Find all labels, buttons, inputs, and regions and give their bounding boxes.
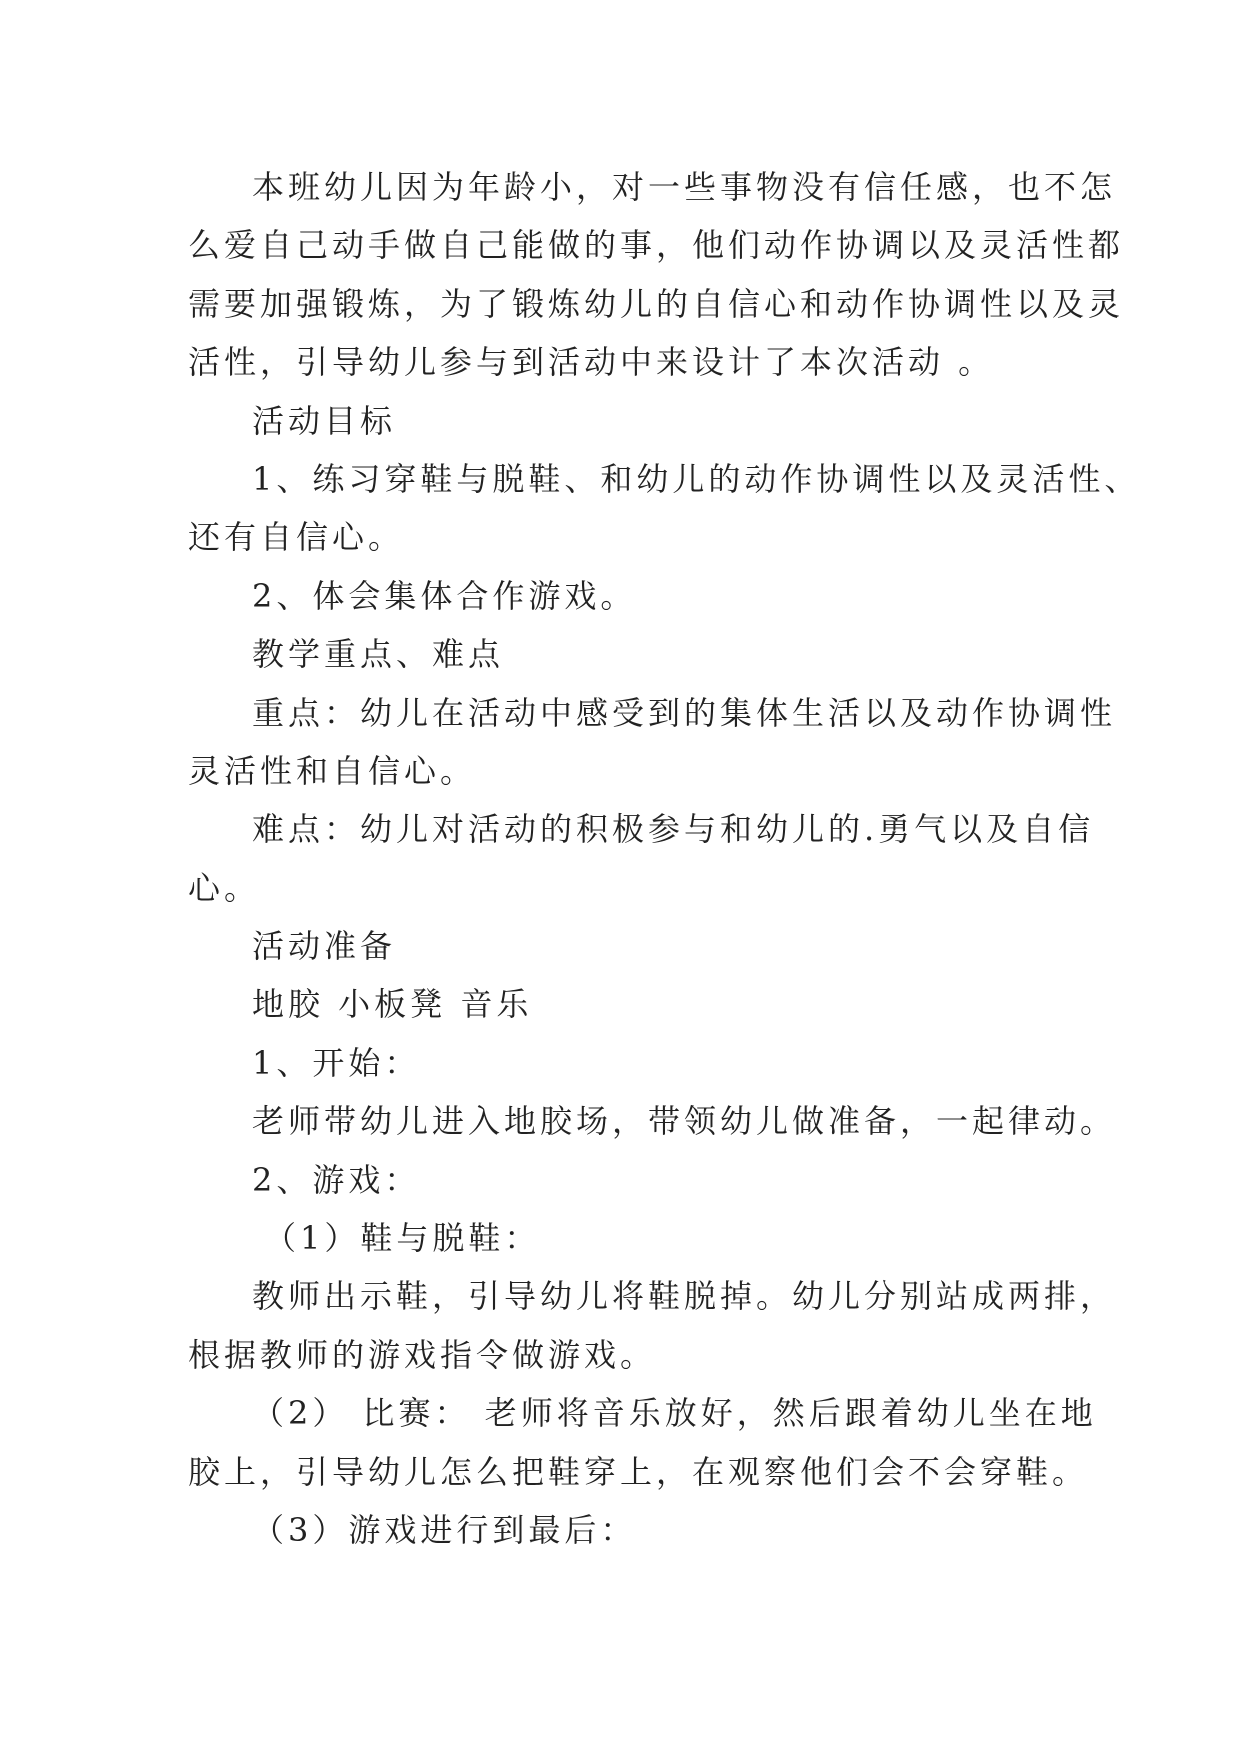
goal-item-2: 2、体会集体合作游戏。	[252, 576, 637, 615]
section-heading-focus: 教学重点、难点	[252, 635, 505, 674]
step-1-text: 老师带幼儿进入地胶场，带领幼儿做准备，一起律动。	[252, 1102, 1117, 1141]
game-part-2-text-continued: 胶上，引导幼儿怎么把鞋穿上，在观察他们会不会穿鞋。	[188, 1452, 1089, 1491]
focus-difficulty: 难点：幼儿对活动的积极参与和幼儿的.勇气以及自信	[252, 810, 1095, 849]
game-part-1-heading: （1）鞋与脱鞋：	[264, 1219, 541, 1258]
step-1-heading: 1、开始：	[252, 1043, 421, 1082]
game-part-2-text: （2） 比赛： 老师将音乐放好，然后跟着幼儿坐在地	[252, 1394, 1097, 1433]
section-heading-preparation: 活动准备	[252, 927, 397, 966]
goal-item-1-continued: 还有自信心。	[188, 518, 405, 557]
game-part-1-text-continued: 根据教师的游戏指令做游戏。	[188, 1335, 657, 1374]
step-2-heading: 2、游戏：	[252, 1160, 421, 1199]
paragraph-line-intro-4: 活性，引导幼儿参与到活动中来设计了本次活动 。	[188, 343, 995, 382]
document-body	[188, 158, 1141, 1559]
focus-key-point-continued: 灵活性和自信心。	[188, 751, 477, 790]
focus-key-point: 重点：幼儿在活动中感受到的集体生活以及动作协调性	[252, 693, 1117, 732]
game-part-1-text: 教师出示鞋，引导幼儿将鞋脱掉。幼儿分别站成两排，	[252, 1277, 1117, 1316]
focus-difficulty-continued: 心。	[188, 868, 261, 907]
goal-item-1: 1、练习穿鞋与脱鞋、和幼儿的动作协调性以及灵活性、	[252, 459, 1141, 498]
paragraph-line-intro-1: 本班幼儿因为年龄小，对一些事物没有信任感，也不怎	[252, 168, 1117, 206]
game-part-3-heading: （3）游戏进行到最后：	[252, 1510, 637, 1549]
section-heading-goals: 活动目标	[252, 401, 397, 440]
paragraph-line-intro-2: 么爱自己动手做自己能做的事，他们动作协调以及灵活性都	[188, 226, 1125, 265]
preparation-materials: 地胶 小板凳 音乐	[252, 985, 533, 1024]
paragraph-line-intro-3: 需要加强锻炼，为了锻炼幼儿的自信心和动作协调性以及灵	[188, 284, 1125, 323]
